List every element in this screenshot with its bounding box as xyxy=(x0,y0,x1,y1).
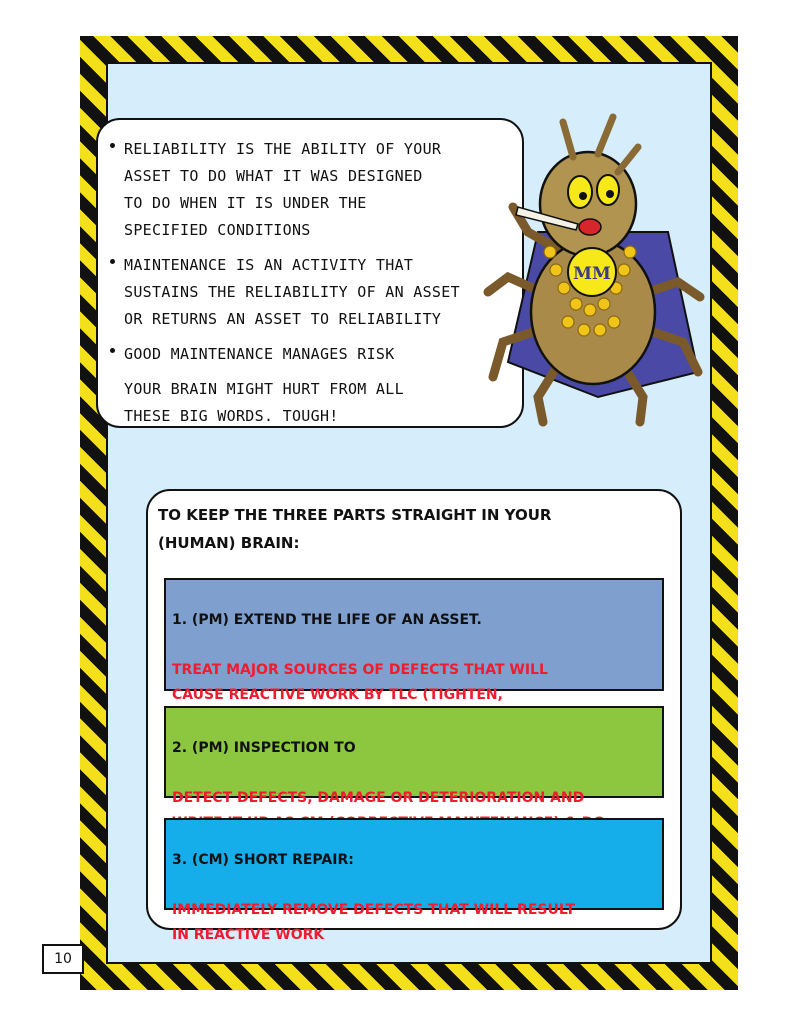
step-description: TREAT MAJOR SOURCES OF DEFECTS THAT WILL CAUSE REACTIVE WORK BY TLC (TIGHTEN, xyxy=(172,662,548,703)
list-item xyxy=(108,341,510,368)
bullet-icon xyxy=(110,259,115,264)
list-item xyxy=(108,252,510,333)
step-title: 2. (PM) INSPECTION TO xyxy=(172,740,356,756)
maintenance-definition: MAINTENANCE IS AN ACTIVITY THAT SUSTAINS THE RELIABILITY OF AN ASSET OR RETURNS AN ASSET TO RELIABILITY xyxy=(124,256,460,328)
joke-text: YOUR BRAIN MIGHT HURT FROM ALL THESE BIG WORDS. TOUGH! xyxy=(124,380,404,425)
list-item xyxy=(108,136,510,244)
bullet-icon xyxy=(110,143,115,148)
step-box-2 xyxy=(164,706,664,806)
mascot-badge: MM xyxy=(573,264,611,284)
definition-list xyxy=(108,136,510,368)
risk-statement: GOOD MAINTENANCE MANAGES RISK xyxy=(124,345,395,363)
step-description: DETECT DEFECTS, DAMAGE OR DETERIORATION AND xyxy=(172,790,585,806)
mascot-bug-illustration xyxy=(468,112,718,432)
step-title: 3. (CM) SHORT REPAIR: xyxy=(172,852,354,868)
step-box-3 xyxy=(164,818,664,943)
step-box-1 xyxy=(164,578,664,703)
page-number: 10 xyxy=(42,944,84,974)
reliability-definition: RELIABILITY IS THE ABILITY OF YOUR ASSET TO DO WHAT IT WAS DESIGNED TO DO WHEN IT IS UNDER THE SPECIFIED CONDITIONS xyxy=(124,140,442,239)
bullet-icon xyxy=(110,348,115,353)
step-description: IMMEDIATELY REMOVE DEFECTS THAT WILL RESULT IN REACTIVE WORK xyxy=(172,902,575,943)
info-heading: TO KEEP THE THREE PARTS STRAIGHT IN YOUR (HUMAN) BRAIN: xyxy=(158,506,552,552)
three-parts-box xyxy=(146,489,682,943)
step-title: 1. (PM) EXTEND THE LIFE OF AN ASSET. xyxy=(172,612,482,628)
speech-bubble xyxy=(96,118,524,428)
